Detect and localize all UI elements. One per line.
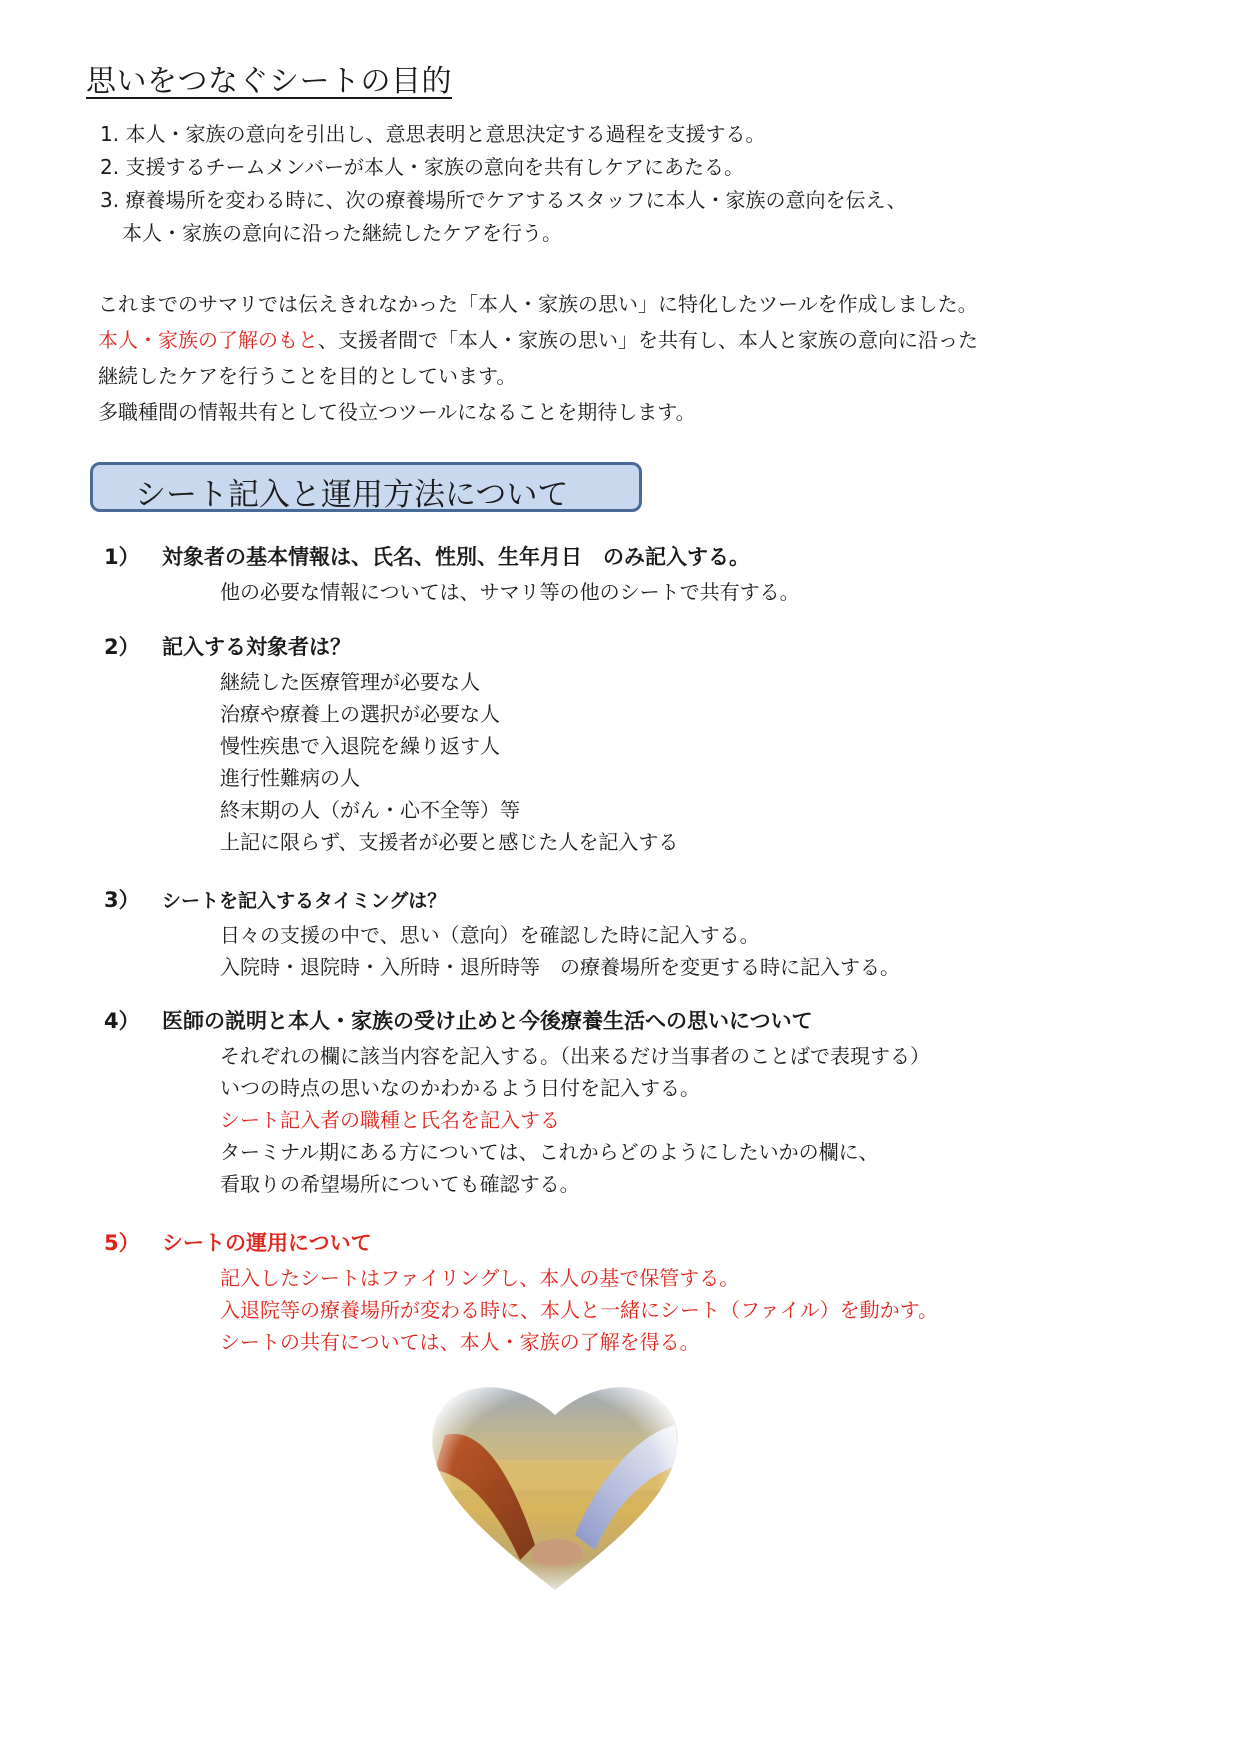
purpose-item-continuation: 本人・家族の意向に沿った継続したケアを行う。: [122, 221, 562, 245]
item-heading: 医師の説明と本人・家族の受け止めと今後療養生活への思いについて: [162, 1009, 813, 1033]
purpose-item: 1. 本人・家族の意向を引出し、意思表明と意思決定する過程を支援する。: [100, 122, 766, 146]
intro-line: 多職種間の情報共有として役立つツールになることを期待します。: [98, 400, 696, 424]
purpose-list: [100, 118, 907, 250]
item-line: 他の必要な情報については、サマリ等の他のシートで共有する。: [220, 580, 800, 604]
item-line: シートの共有については、本人・家族の了解を得る。: [220, 1330, 700, 1354]
item-heading: 対象者の基本情報は、氏名、性別、生年月日 のみ記入する。: [162, 545, 750, 569]
instruction-item-2: [104, 630, 678, 858]
section-heading-box: [90, 462, 642, 512]
item-line: 入退院等の療養場所が変わる時に、本人と一緒にシート（ファイル）を動かす。: [220, 1298, 938, 1322]
heart-image-icon: [425, 1365, 685, 1605]
item-line: 看取りの希望場所についても確認する。: [220, 1172, 580, 1196]
instruction-item-4: [104, 1004, 930, 1200]
purpose-item: 3. 療養場所を変わる時に、次の療養場所でケアするスタッフに本人・家族の意向を伝え、: [100, 188, 907, 212]
intro-paragraph: [98, 286, 978, 430]
item-line: それぞれの欄に該当内容を記入する。（出来るだけ当事者のことばで表現する）: [220, 1044, 930, 1068]
intro-line-rest: 、支援者間で「本人・家族の思い」を共有し、本人と家族の意向に沿った: [318, 328, 978, 352]
item-line: 継続した医療管理が必要な人: [220, 670, 480, 694]
item-number: 5）: [104, 1231, 140, 1255]
item-line: 記入したシートはファイリングし、本人の基で保管する。: [220, 1266, 740, 1290]
intro-line: これまでのサマリでは伝えきれなかった「本人・家族の思い」に特化したツールを作成しました。: [98, 292, 978, 316]
item-heading: シートの運用について: [162, 1231, 372, 1255]
item-number: 2）: [104, 635, 140, 659]
section-heading: シート記入と運用方法について: [135, 477, 569, 513]
intro-line: [98, 322, 978, 358]
item-line: 進行性難病の人: [220, 766, 360, 790]
instruction-item-1: [104, 540, 800, 608]
item-line: いつの時点の思いなのかわかるよう日付を記入する。: [220, 1076, 700, 1100]
item-heading: 記入する対象者は？: [162, 635, 351, 659]
item-line: 終末期の人（がん・心不全等）等: [220, 798, 520, 822]
item-line: 治療や療養上の選択が必要な人: [220, 702, 500, 726]
item-number: 4）: [104, 1009, 140, 1033]
instruction-item-3: [104, 883, 900, 983]
item-line-highlight: シート記入者の職種と氏名を記入する: [220, 1108, 560, 1132]
purpose-item: 2. 支援するチームメンバーが本人・家族の意向を共有しケアにあたる。: [100, 155, 745, 179]
item-number: 1）: [104, 545, 140, 569]
item-line: 慢性疾患で入退院を繰り返す人: [220, 734, 500, 758]
item-line: ターミナル期にある方については、これからどのようにしたいかの欄に、: [220, 1140, 879, 1164]
intro-line: 継続したケアを行うことを目的としています。: [98, 364, 517, 388]
item-line: 上記に限らず、支援者が必要と感じた人を記入する: [220, 830, 679, 854]
purpose-item: [100, 217, 907, 250]
item-number: 3）: [104, 888, 140, 912]
item-line: 入院時・退院時・入所時・退所時等 の療養場所を変更する時に記入する。: [220, 955, 900, 979]
intro-highlight: 本人・家族の了解のもと: [98, 328, 318, 352]
item-line: 日々の支援の中で、思い（意向）を確認した時に記入する。: [220, 923, 760, 947]
heart-holding-hands-photo: [425, 1365, 685, 1605]
item-heading: シートを記入するタイミングは？: [162, 890, 447, 912]
page-title: 思いをつなぐシートの目的: [86, 64, 452, 99]
instruction-item-5: [104, 1226, 938, 1358]
